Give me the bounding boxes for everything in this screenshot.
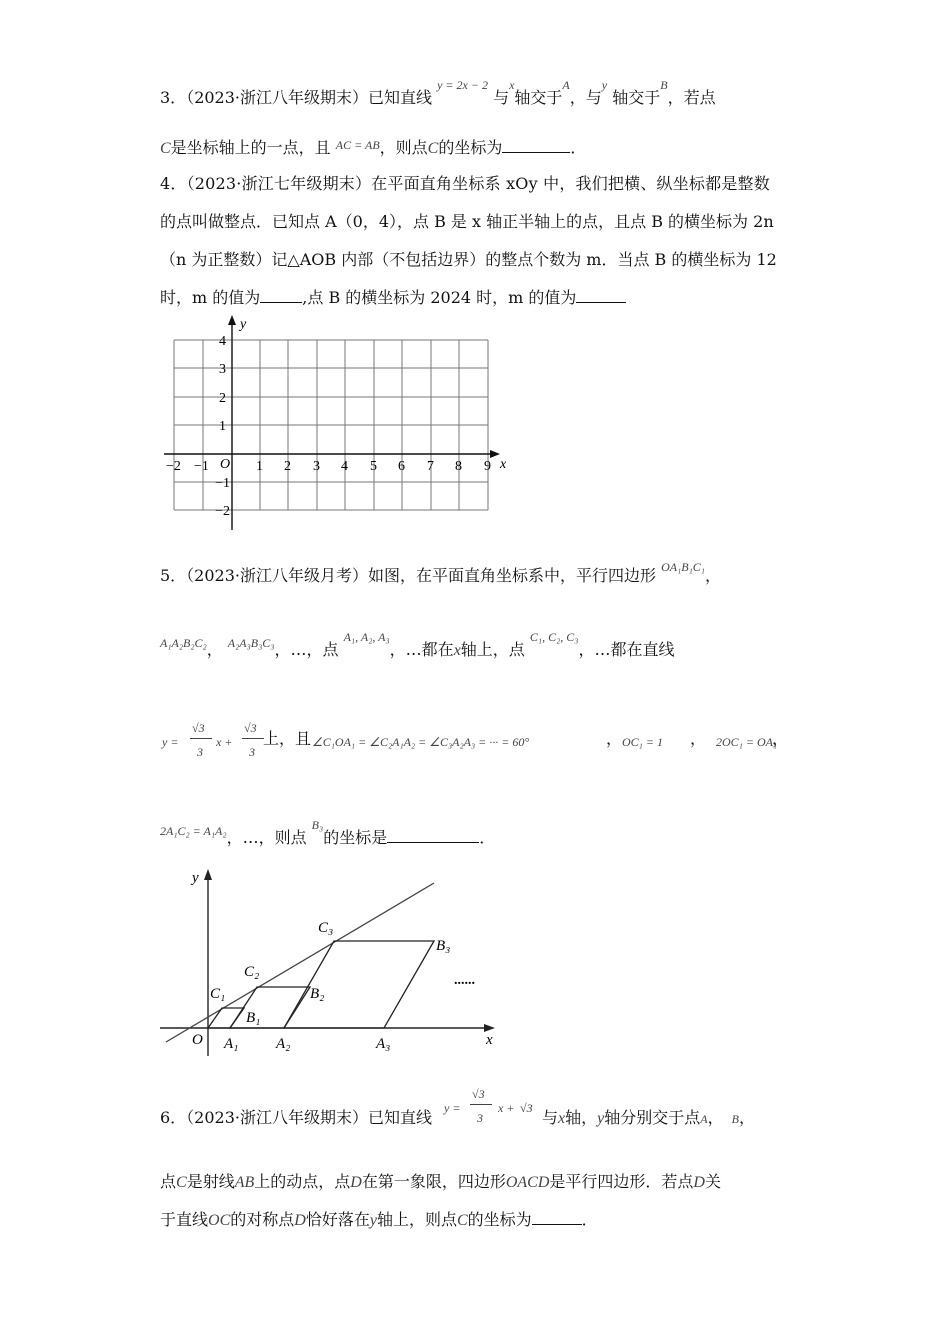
q5-label: y — [192, 870, 199, 886]
q5-frac-den: 3 — [197, 745, 203, 759]
q5-frac2-den: 3 — [249, 745, 255, 759]
q6-var: y — [597, 1110, 605, 1127]
q4-origin-label: O — [220, 457, 231, 472]
q3-text: 已知直线 — [368, 88, 433, 107]
q6-text: ， — [738, 1108, 755, 1127]
q6-text: 是射线 — [186, 1172, 235, 1191]
q6-var: OACD — [505, 1174, 550, 1191]
q4-answer-blank-1[interactable] — [260, 302, 302, 303]
q6-var: AB — [234, 1174, 255, 1191]
q5-parallelogram-3: A₂A₃B₃C₃ — [227, 636, 275, 650]
q3-source: （2023·浙江八年级期末） — [186, 88, 368, 107]
q6-var: A — [700, 1112, 708, 1126]
q6-text: 上的动点，点 — [254, 1172, 351, 1191]
q3-var: B — [660, 78, 668, 92]
q3-text: ． — [570, 138, 587, 157]
q5-oc1: OC₁ = 1 — [622, 735, 663, 749]
q6-frac-den: 3 — [477, 1111, 483, 1125]
q5-label: B₃ — [436, 938, 451, 954]
q3-text: 轴交于 — [514, 88, 563, 107]
q4-x-tick: −2 — [166, 459, 181, 474]
q4-y-tick: −1 — [215, 476, 230, 491]
q3-text: ，若点 — [667, 88, 716, 107]
q3-line-equation: y = 2x − 2 — [437, 78, 488, 92]
q5-label: A₃ — [376, 1036, 391, 1052]
q6-text: 在第一象限，四边形 — [361, 1172, 506, 1191]
q3-number: 3． — [160, 88, 187, 107]
q4-x-tick: −1 — [194, 459, 209, 474]
q3-var: y — [601, 78, 608, 92]
q6-text: 轴分别交于点 — [604, 1108, 701, 1127]
q4-x-tick: 7 — [427, 459, 434, 474]
q4-answer-blank-2[interactable] — [576, 302, 626, 303]
q3-text: 与 — [493, 88, 510, 107]
q5-frac-bar — [190, 738, 212, 739]
q4-line2: 的点叫做整点．已知点 A（0，4），点 B 是 x 轴正半轴上的点，且点 B 的横坐标为 2n — [160, 212, 774, 231]
q4-x-tick: 6 — [398, 459, 405, 474]
q4-line4 — [160, 288, 626, 308]
q6-answer-blank[interactable] — [532, 1224, 582, 1225]
q5-line1 — [160, 560, 721, 587]
q4-x-arrow-icon — [490, 450, 500, 458]
q6-var: OC — [208, 1212, 231, 1229]
q4-x-tick: 5 — [370, 459, 377, 474]
q4-x-tick: 4 — [341, 459, 348, 474]
q4-x-tick: 1 — [256, 459, 263, 474]
q3-text: 轴交于 — [612, 88, 661, 107]
q5-label: B₂ — [310, 986, 325, 1002]
q3-text: ，与 — [569, 88, 602, 107]
q4-x-tick: 3 — [313, 459, 320, 474]
q6-eq-x: x + — [498, 1101, 515, 1115]
q4-y-tick: 4 — [219, 334, 226, 349]
q4-y-label: y — [240, 317, 247, 332]
q6-text: 点 — [160, 1172, 177, 1191]
q3-text: ，则点 — [379, 138, 428, 157]
q5-label: O — [192, 1032, 203, 1048]
q6-text: 恰好落在 — [305, 1210, 370, 1229]
q6-frac-num: √3 — [472, 1087, 485, 1101]
q4-y-tick: −2 — [215, 504, 230, 519]
q5-parallelogram-3-shape — [284, 941, 434, 1028]
q6-text: 的对称点 — [230, 1210, 295, 1229]
q4-y-arrow-icon — [228, 315, 236, 325]
q5-label: C₂ — [244, 964, 260, 980]
q5-oa1: 2OC₁ = OA₁ — [716, 735, 778, 749]
q5-text: 的坐标是 — [323, 828, 388, 847]
q5-label: C₁ — [210, 986, 226, 1002]
q5-text: 上，且 — [263, 729, 312, 748]
q6-var: D — [350, 1174, 362, 1191]
q4-y-tick: 3 — [219, 362, 226, 377]
q5-text: ，…都在直线 — [578, 640, 675, 659]
q5-ellipsis: ...... — [454, 973, 475, 988]
q5-parallelogram-1-shape — [208, 1008, 244, 1028]
q4-grid-figure — [160, 312, 520, 534]
q6-var: C — [456, 1212, 468, 1229]
q6-var: D — [693, 1174, 705, 1191]
q4-x-tick: 2 — [284, 459, 291, 474]
q6-line3 — [160, 1210, 598, 1231]
q5-line2 — [160, 630, 675, 661]
q5-line4 — [160, 818, 496, 849]
q4-text: 时，m 的值为 — [160, 288, 261, 307]
q6-line1-tail — [542, 1108, 755, 1129]
q5-label: C₃ — [318, 920, 334, 936]
q5-a1c2: 2A₁C₂ = A₁A₂ — [160, 824, 227, 838]
q5-answer-blank[interactable] — [387, 842, 479, 843]
q3-var: A — [562, 78, 570, 92]
q5-text: ， — [206, 640, 223, 659]
q5-text: ，…，点 — [274, 640, 339, 659]
q5-text: ， — [704, 566, 721, 585]
q4-line3: （n 为正整数）记△AOB 内部（不包括边界）的整点个数为 m．当点 B 的横坐标为 12 — [160, 250, 777, 269]
q3-line2 — [160, 138, 586, 159]
q5-b3: B₃ — [311, 818, 324, 832]
q6-text: 关 — [704, 1172, 721, 1191]
q3-var: C — [160, 140, 171, 157]
q4-x-tick: 8 — [455, 459, 462, 474]
q5-text: 5．（2023·浙江八年级月考）如图，在平面直角坐标系中，平行四边形 — [160, 566, 656, 585]
q5-text: ． — [479, 828, 496, 847]
q5-var: x — [453, 642, 461, 659]
q5-angles: ∠C₁OA₁ = ∠C₂A₁A₂ = ∠C₃A₂A₃ = ··· = 60° — [312, 735, 530, 749]
q3-line1 — [160, 78, 716, 109]
q6-frac-bar — [470, 1104, 492, 1105]
q6-var: B — [731, 1112, 739, 1126]
q5-label: x — [486, 1032, 493, 1048]
q3-text: 是坐标轴上的一点，且 — [170, 138, 331, 157]
q5-text: 轴上，点 — [460, 640, 525, 659]
q6-text: 轴上，则点 — [376, 1210, 457, 1229]
q6-var: x — [558, 1110, 566, 1127]
q3-answer-blank[interactable] — [502, 152, 570, 153]
q6-var: D — [294, 1212, 306, 1229]
q5-parallelogram-1: OA₁B₁C₁ — [661, 560, 705, 574]
q5-frac2-bar — [242, 738, 264, 739]
q5-parallelogram-figure — [160, 866, 510, 1066]
q6-text: ． — [581, 1210, 598, 1229]
q6-line2 — [160, 1172, 721, 1193]
q6-text: 于直线 — [160, 1210, 209, 1229]
q3-var: C — [427, 140, 439, 157]
q5-eq-y: y = — [162, 735, 179, 749]
q4-x-label: x — [500, 457, 507, 472]
q5-x-arrow-icon — [484, 1024, 495, 1032]
q4-y-tick: 1 — [219, 419, 226, 434]
q5-frac-num: √3 — [192, 721, 205, 735]
q4-x-tick-labels — [166, 459, 491, 474]
q6-text: ， — [707, 1108, 724, 1127]
q4-line1: 4．（2023·浙江七年级期末）在平面直角坐标系 xOy 中，我们把横、纵坐标都是整数 — [160, 174, 770, 193]
q6-eq-y: y = — [444, 1101, 461, 1115]
q4-y-tick: 2 — [219, 391, 226, 406]
q4-y-tick-labels — [215, 334, 230, 519]
q6-text: 6．（2023·浙江八年级期末）已知直线 — [160, 1108, 432, 1127]
q6-text: 轴， — [565, 1108, 598, 1127]
q6-text: 是平行四边形．若点 — [549, 1172, 694, 1191]
q6-text: 与 — [542, 1108, 559, 1127]
q5-points-c: C₁, C₂, C₃ — [529, 630, 579, 644]
q5-text: ， — [690, 729, 707, 748]
q5-text: ， — [772, 729, 789, 748]
q5-text: ，…都在 — [389, 640, 454, 659]
q3-condition: AC = AB — [335, 138, 380, 152]
q5-points-a: A₁, A₂, A₃ — [343, 630, 390, 644]
q5-text: ，…，则点 — [226, 828, 307, 847]
q5-line — [166, 883, 434, 1042]
q5-label: B₁ — [246, 1010, 261, 1026]
q3-text: 的坐标为 — [438, 138, 503, 157]
q5-label: A₁ — [224, 1036, 239, 1052]
q5-eq-plus: x + — [216, 735, 233, 749]
q5-text: ， — [606, 729, 623, 748]
q5-frac2-num: √3 — [244, 721, 257, 735]
q6-eq-const: √3 — [520, 1101, 533, 1115]
q6-text: 的坐标为 — [467, 1210, 532, 1229]
q6-var: y — [369, 1212, 377, 1229]
q5-label: A₂ — [276, 1036, 291, 1052]
q3-var: x — [509, 78, 515, 92]
q5-parallelogram-2: A₁A₂B₂C₂ — [160, 636, 207, 650]
q4-x-tick: 9 — [484, 459, 491, 474]
q6-line1 — [160, 1087, 755, 1148]
q6-var: C — [176, 1174, 187, 1191]
q4-text: ,点 B 的横坐标为 2024 时，m 的值为 — [302, 288, 577, 307]
q5-figure-labels — [190, 870, 493, 1052]
q5-y-arrow-icon — [204, 869, 212, 880]
